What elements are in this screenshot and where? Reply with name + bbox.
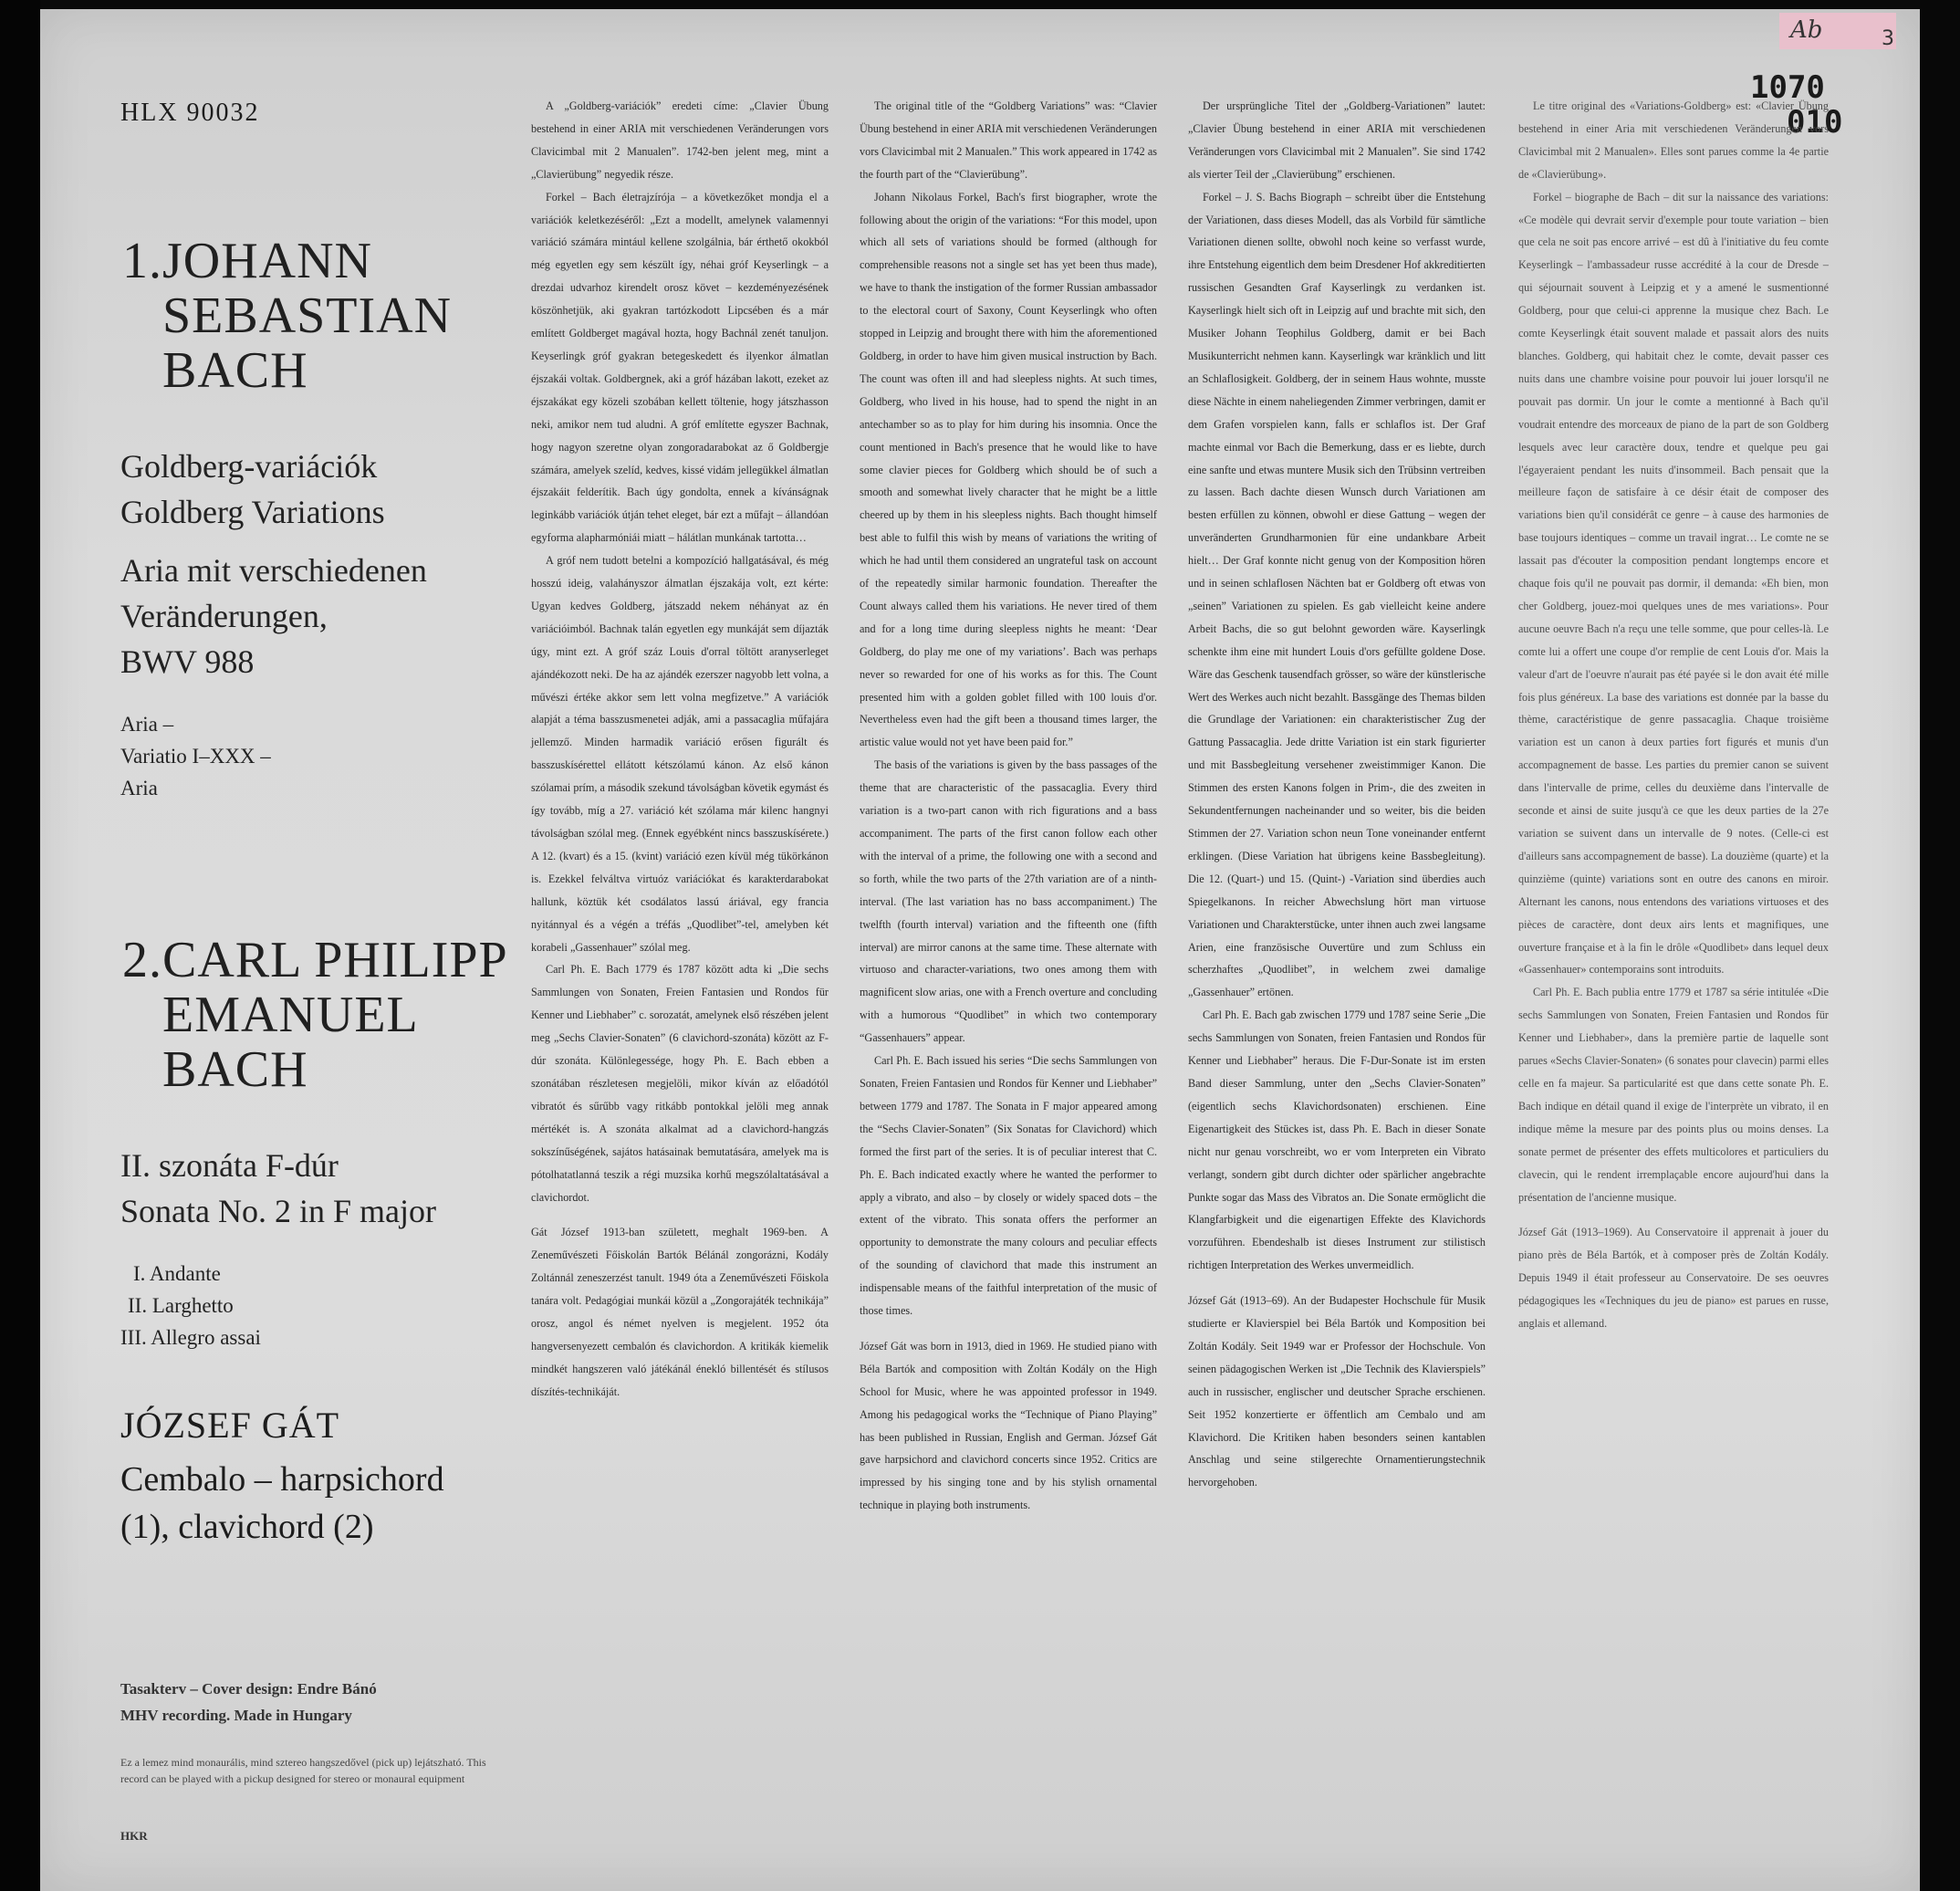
notes-column-hungarian — [531, 95, 829, 1404]
composer-1-line: BACH — [162, 342, 308, 399]
movement-item: II. Larghetto — [128, 1294, 234, 1317]
composer-2-line: CARL PHILIPP — [162, 932, 508, 988]
handwritten-mark: Ab — [1790, 16, 1823, 44]
work-title: Goldberg-variációk — [120, 448, 378, 485]
label-logo: HKR — [120, 1829, 148, 1843]
composer-2-line: EMANUEL — [162, 987, 419, 1043]
paragraph: Carl Ph. E. Bach publia entre 1779 et 1787 sa série intitulée «Die sechs Sammlungen von Sonaten, Freien Fantasien und Rondos für Kenner und Liebhaber», dans la première partie de laquelle sont parues «Sechs Clavier-Sonaten» (6 sonates pour clavecin) parmi elles celle en fa majeur. Sa particularité est que dans cette sonate Ph. E. Bach indique en détail quand il exige de l'interprète un vibrato, il en indique même la mesure par des points plus ou moins denses. La sonate permet de présenter des effets multicolores et particuliers du clavecin, qui le rendent irremplaçable encore aujourd'hui dans la présentation de l'ancienne musique. — [1518, 986, 1829, 1204]
paragraph: Carl Ph. E. Bach 1779 és 1787 között adta ki „Die sechs Sammlungen von Sonaten, Freien Fantasien und Rondos für Kenner und Liebhaber” c. sorozatát, amelynek első részében jelent meg „Sechs Clavier-Sonaten” (6 clavichord-szonáta) között az F-dúr szonáta. Különlegessége, hogy Ph. E. Bach ebben a szonátában részletesen megjelöli, mikor kíván az előadótól vibratót és sűrűbb vagy ritkább pontokkal jelöli meg annak mértékét is. A szonáta alkalmat ad a clavichord-hangzás sokszínűségének, sajátos hatásainak bemutatására, amelyek ma is pótolhatatlanná teszik a régi muzsika korhű megszólaltatásával a clavichordot. — [531, 963, 829, 1204]
composer-2-line: BACH — [162, 1041, 308, 1098]
notes-column-english — [860, 95, 1157, 1517]
credits — [120, 1676, 377, 1729]
notes-column-german — [1188, 95, 1486, 1494]
paragraph: Forkel – biographe de Bach – dit sur la naissance des variations: «Ce modèle qui devrait servir d'exemple pour toute variation – bien que cela ne soit pas encore arrivé – est dû à l'initiative du feu comte Keyserlingk – l'ambassadeur russe accrédité à la cour de Dresde – qui séjournait souvent à Leipzig et y a amené le susmentionné Goldberg, pour que celui-ci apprenne la musique chez Bach. Le comte Keyserlingk était souvent malade et passait alors des nuits blanches. Goldberg, qui habitait chez le comte, devait passer ces nuits dans une chambre voisine pour pouvoir lui jouer lorsqu'il ne pouvait pas dormir. Un jour le comte a mentionné à Bach qu'il voudrait entendre des morceaux de piano de la part de son Goldberg lesquels avec leur caractère doux, tendre et quelque peu gai l'égayeraient pendant les nuits d'insommeil. Bach pensait que la meilleure façon de satisfaire à ce désir était de composer des variations bien qu'il considérât ce genre – à cause des harmonies de base toujours identiques – comme un travail ingrat… Le comte ne se lassait pas d'écouter la composition pendant longtemps encore et chaque fois qu'il ne pouvait pas dormir, il demanda: «Eh bien, mon cher Goldberg, jouez-moi quelques unes de mes variations». Pour aucune oeuvre Bach n'a reçu une telle somme, que pour celles-là. Le comte lui a offert une coupe d'or remplie de cent Louis d'or. Mais la valeur d'art de l'oeuvre n'aurait pas été payée si le don avait été mille fois plus généreux. La base des variations est donnée par la basse du thème, caractéristique de genre passacaglia. Chaque troisième variation est un canon à deux parties fort figurés et munis d'un accompagnement de basse. Les parties du premier canon se suivent dans l'intervalle de prime, celles du deuxième dans l'intervalle de seconde et ainsi de suite jusqu'à ce que les deux parties de la 27e variation se suivent dans un intervalle de 9 notes. (Celle-ci est d'ailleurs sans accompagnement de basse). La douzième (quarte) et la quinzième (quinte) variations sont en outre des canons en miroir. Alternant les canons, nous entendons des variations virtuoses et des pièces de caractère, dont deux airs lents et magnifiques, une ouverture française et à la fin le drôle «Quodlibet» dans lequel deux «Gassenhauer» contemporains sont introduits. — [1518, 190, 1829, 977]
paragraph: József Gát was born in 1913, died in 1969. He studied piano with Béla Bartók and composition with Zoltán Kodály on the High School for Music, where he was appointed professor in 1949. Among his pedagogical works the “Technique of Piano Playing” has been published in Russian, English and German. József Gát gave harpsichord and clavichord concerts since 1952. Critics are impressed by his singing tone and by his stylish ornamental technique in playing both instruments. — [860, 1339, 1157, 1512]
instrument-line: (1), clavichord (2) — [120, 1508, 374, 1546]
movement-item: Aria — [120, 777, 158, 799]
handwritten-number: 3 — [1882, 27, 1894, 50]
paragraph: Der ursprüngliche Titel der „Goldberg-Variationen” lautet: „Clavier Übung bestehend in einer ARIA mit verschiedenen Veränderungen vors Clavicimbal mit 2 Manualen”. Sie sind 1742 als vierter Teil der „Clavierübung” erschienen. — [1188, 99, 1486, 181]
paragraph: Forkel – Bach életrajzírója – a következőket mondja el a variációk keletkezéséről: „Ezt a modellt, amelynek valamennyi variáció számára mintául kellene szolgálnia, bár érthető okokból még egyetlen egy sem készült így, néhai gróf Keyserlingk – a drezdai udvarhoz kirendelt orosz követ – kezdeményezésének köszönhetjük, aki gyakran tartózkodott Lipcsében és a már említett Goldberget magával hozta, hogy Bachnál zenét tanuljon. Keyserlingk gróf gyakran betegeskedett és ilyenkor álmatlan éjszakái voltak. Goldbergnek, aki a gróf házában lakott, ezeket az éjszakákat egy közeli szobában kellett töltenie, hogy játszhasson neki, amikor nem tud aludni. A gróf említette egyszer Bachnak, hogy nagyon szeretne olyan zongoradarabokat az ő Goldbergje számára, amelyek szelíd, kedves, kissé vidám jellegükkel álmatlan éjszakáit felderítik. Bach úgy gondolta, ennek a kívánságnak leginkább variációk útján tehet eleget, bár ezt a műfajt – állandóan egyforma alapharmóniái miatt – hálátlan munkának tartotta… — [531, 190, 829, 545]
paragraph: Johann Nikolaus Forkel, Bach's first biographer, wrote the following about the origin of the variations: “For this model, upon which all sets of variations should be formed (although for comprehensible reasons not a single set has yet been thus made), we have to thank the instigation of the former Russian ambassador to the electoral court of Saxony, Count Keyserlingk who often stopped in Leipzig and brought there with him the aforementioned Goldberg, in order to have him given musical instruction by Bach. The count was often ill and had sleepless nights. At such times, Goldberg, who lived in his house, had to spend the night in an antechamber so as to play for him during his insomnia. Once the count mentioned in Bach's presence that he would like to have some clavier pieces for Goldberg which should be of such a smooth and somewhat lively character that he might be a little cheered up by them in his sleepless nights. Bach thought himself best able to fulfil this wish by means of variations the writing of which he had until them considered an ungrateful task on account of the repeatedly similar harmonic foundation. Thereafter the Count always called them his variations. He never tired of them and for a long time during sleepless nights he meant: ‘Dear Goldberg, do play me one of my variations’. Bach was perhaps never so rewarded for one of his works as for this. The Count presented him with a golden goblet filled with 100 louis d'or. Nevertheless even had the gift been a thousand times larger, the artistic value would not yet have been paid for.” — [860, 190, 1157, 749]
catalog-number: HLX 90032 — [120, 99, 260, 127]
scan-edge-right — [1920, 0, 1960, 1891]
work-title: Sonata No. 2 in F major — [120, 1193, 436, 1229]
composer-1-line: JOHANN — [162, 233, 372, 289]
movement-item: I. Andante — [133, 1262, 221, 1285]
notes-column-french — [1518, 95, 1829, 1335]
paragraph: The original title of the “Goldberg Variations” was: “Clavier Übung bestehend in einer ARIA mit verschiedenen Veränderungen vors Clavicimbal mit 2 Manualen.” This work appeared in 1742 as the fourth part of the “Clavierübung”. — [860, 99, 1157, 181]
cover-design-credit: Tasakterv – Cover design: Endre Bánó — [120, 1680, 377, 1698]
paragraph: Gát József 1913-ban született, meghalt 1969-ben. A Zeneművészeti Főiskolán Bartók Bélánál zongorázni, Kodály Zoltánnál zeneszerzést tanult. 1949 óta a Zeneművészeti Főiskola tanára volt. Pedagógiai munkái közül a „Zongorajáték technikája” orosz, angol és német nyelven is megjelent. 1952 óta hangversenyezett cembalón és clavichordon. A kritikák kiemelik mindkét hangszeren való játékánál énekló billentését és stílusos díszítés-technikáját. — [531, 1226, 829, 1398]
paragraph: József Gát (1913–69). An der Budapester Hochschule für Musik studierte er Klavierspiel bei Béla Bartók und Komposition bei Zoltán Kodály. Seit 1949 war er Professor der Hochschule. Von seinen pädagogischen Werken ist „Die Technik des Klavierspiels” auch in russischer, englischer und deutscher Sprache erschienen. Seit 1952 konzertierte er öffentlich am Cembalo und am Klavichord. Die Kritiken haben besonders seinen kantablen Anschlag und seine stilgerechte Ornamentierungstechnik hervorgehoben. — [1188, 1294, 1486, 1489]
composer-1-line: SEBASTIAN — [162, 287, 453, 344]
scan-edge-left — [0, 0, 40, 1891]
composer-1 — [122, 234, 452, 398]
paragraph: A gróf nem tudott betelni a kompozíció hallgatásával, és még hosszú ideig, valahányszor álmatlan éjszakája volt, ezt kérte: Ugyan kedves Goldberg, játszadd nekem néhányat az én variációimból. Bachnak talán egyetlen egy munkáját sem díjazták úgy, mint ezt. A gróf száz Louis d'orral töltött aranyserleget ajándékozott neki. De ha az ajándék ezerszer nagyobb lett volna, a művészi értéke akkor sem lett volna megfizetve.” A variációk alapját a téma basszusmenetei adják, ami a passacaglia műfajára jellemző. Minden harmadik variáció erősen figurált és basszuskísérettel ellátott kétszólamú kánon. Az első kánon szólamai prím, a második szekund távolságban követik egymást és így tovább, míg a 27. variáció két szólama már kilenc hangnyi távolságban szólal meg. (Ennek egyébként nincs basszuskísérete.) A 12. (kvart) és a 15. (kvint) variáció ezen kívül még tükörkánon is. Ezekkel felváltva virtuóz variációkat és karakterdarabokat hallunk, köztük két csodálatos lassú áriával, egy francia nyitánnyal és a végén a tréfás „Quodlibet”-tel, amelyben két korabeli „Gassenhauer” szólal meg. — [531, 554, 829, 954]
composer-2 — [122, 933, 508, 1097]
instrument-line: Cembalo – harpsichord — [120, 1460, 444, 1499]
performer-name: JÓZSEF GÁT — [120, 1405, 340, 1446]
composer-1-number: 1. — [122, 233, 162, 289]
paragraph: Carl Ph. E. Bach gab zwischen 1779 und 1787 seine Serie „Die sechs Sammlungen von Sonaten, freien Fantasien und Rondos für Kenner und Liebhaber” heraus. Die F-Dur-Sonate ist im ersten Band dieser Sammlung, unter den „Sechs Clavier-Sonaten” (eigentlich sechs Klavichordsonaten) erschienen. Eine Eigenartigkeit des Stückes ist, dass Ph. E. Bach in dieser Sonate nicht nur genau vorschreibt, wo er vom Interpreten ein Vibrato verlangt, sondern gibt durch dichter oder spärlicher angebrachte Punkte sogar das Mass des Vibratos an. Die Sonate ermöglicht die Klangfarbigkeit und die eigenartigen Effekte des Klavichords vorzuführen. Ebendeshalb ist dieses Instrument zur stilistisch richtigen Interpretation des Werkes unvermeidlich. — [1188, 1008, 1486, 1272]
movement-item: Aria – — [120, 713, 174, 736]
movement-item: III. Allegro assai — [120, 1326, 261, 1349]
playback-compatibility-note: Ez a lemez mind monaurális, mind sztereo hangszedővel (pick up) lejátszható. This record can be played with a pickup designed for stereo or monaural equipment — [120, 1756, 486, 1785]
movement-item: Variatio I–XXX – — [120, 745, 271, 768]
recording-credit: MHV recording. Made in Hungary — [120, 1707, 352, 1724]
work-1-movements — [120, 708, 271, 804]
composer-2-number: 2. — [122, 932, 162, 988]
stamp-number-top: 1070 — [1750, 69, 1825, 106]
work-subtitle-line: Veränderungen, — [120, 598, 328, 634]
paragraph: A „Goldberg-variációk” eredeti címe: „Clavier Übung bestehend in einer ARIA mit verschiedenen Veränderungen vors Clavicimbal mit 2 Manualen”. 1742-ben jelent meg, mint a „Clavierübung” negyedik része. — [531, 99, 829, 181]
paragraph: The basis of the variations is given by the bass passages of the theme that are characteristic of the passacaglia. Every third variation is a two-part canon with rich figurations and a bass accompaniment. The parts of the first canon follow each other with the interval of a prime, the following one with a second and so forth, while the two parts of the 27th variation are of a ninth-interval. (The last variation has no bass accompaniment.) The twelfth (fourth interval) variation and the fifteenth one (fifth interval) are mirror canons at the same time. These alternate with virtuoso and character-variations, two ones among them with magnificent slow arias, one with a French overture and concluding with a humorous “Quodlibet” in which two contemporary “Gassenhauers” appear. — [860, 758, 1157, 1045]
paragraph: József Gát (1913–1969). Au Conservatoire il apprenait à jouer du piano près de Béla Bartók, et à composer près de Zoltán Kodály. Depuis 1949 il était professeur au Conservatoire. De ses oeuvres pédagogiques les «Techniques du jeu de piano» est parues en russe, anglais et allemand. — [1518, 1226, 1829, 1331]
work-subtitle-line: BWV 988 — [120, 643, 255, 680]
work-1-titles — [120, 444, 385, 535]
work-2-movements — [120, 1258, 261, 1353]
paragraph: Carl Ph. E. Bach issued his series “Die sechs Sammlungen von Sonaten, Freien Fantasien und Rondos für Kenner und Liebhaber” between 1779 and 1787. The Sonata in F major appeared among the “Sechs Clavier-Sonaten” (Six Sonatas for Clavichord) which formed the first part of the series. It is of peculiar interest that C. Ph. E. Bach indicated exactly where he wanted the performer to apply a vibrato, and also – by closely or widely spaced dots – the extent of the vibrato. This sonata offers the performer an opportunity to demonstrate the many colours and peculiar effects of the sounding of clavichord that made this instrument an indispensable means of the faithful interpretation of the music of those times. — [860, 1054, 1157, 1318]
work-title: Goldberg Variations — [120, 494, 385, 530]
paragraph: Forkel – J. S. Bachs Biograph – schreibt über die Entstehung der Variationen, dass dieses Modell, das als Vorbild für sämtliche Variationen dienen sollte, obwohl noch keine so verfasst wurde, ihre Entstehung eigentlich dem beim Dresdener Hof akkreditierten russischen Gesandten Graf Kayserlingk zu verdanken ist. Kayserlingk hielt sich oft in Leipzig auf und brachte mit sich, den Musiker Johann Teophilus Goldberg, damit er bei Bach Musikunterricht nehmen kann. Kayserlingk war kränklich und litt an Schlaflosigkeit. Goldberg, der in seinem Haus wohnte, musste diese Nächte in einem naheliegenden Zimmer verbringen, damit er dem Grafen vorspielen kann, falls er schlaflos ist. Der Graf machte einmal vor Bach die Bemerkung, dass er es liebte, durch eine sanfte und etwas muntere Musik sich den Trübsinn vertreiben zu lassen. Bach dachte diesen Wunsch durch Variationen am besten erfüllen zu können, obwohl er diese Gattung – wegen der unveränderten Grundharmonien für eine undankbare Arbeit hielt… Der Graf konnte nicht genug von der Komposition hören und in seinen schlaflosen Nächten bat er Goldberg oft etwas von „seinen” Variationen zu spielen. Es gab vielleicht keine andere Arbeit Bachs, die so gut belohnt geworden wäre. Kayserlingk schenkte ihm eine mit hundert Louis d'ors gefüllte goldene Dose. Wäre das Geschenk tausendfach grösser, so wäre der künstlerische Wert des Werkes auch nicht bezahlt. Bassgänge des Themas bilden die Grundlage der Variationen: ein charakteristischer Zug der Gattung Passacaglia. Jede dritte Variation ist ein stark figurierter und mit Bassbegleitung versehener zweistimmiger Kanon. Die Stimmen des ersten Kanons folgen in Prim-, die des zweiten in Sekundentfernungen nacheinander und so weiter, bis die beiden Stimmen der 27. Variation schon neun Tone voneinander entfernt erklingen. (Diese Variation hat übrigens keine Bassbegleitung). Die 12. (Quart-) und 15. (Quint-) -Variation sind überdies auch Spiegelkanons. In reicher Abwechslung hört man virtuose Variationen und Charakterstücke, unter ihnen auch zwei langsame Arien, eine französische Ouvertüre und zum Schluss ein scherzhaftes „Quodlibet”, in welchem zwei damalige „Gassenhauer” ertönen. — [1188, 190, 1486, 999]
work-title: II. szonáta F-dúr — [120, 1147, 339, 1184]
paragraph: Le titre original des «Variations-Goldberg» est: «Clavier Übung bestehend in einer Aria mit verschiedenen Veränderungen vors Clavicimbal mit 2 Manualen». Elles sont parues comme la 4e partie de «Clavierübung». — [1518, 99, 1829, 181]
work-2-titles — [120, 1143, 436, 1234]
stamp-number-bottom: 010 — [1787, 104, 1843, 141]
work-1-subtitle — [120, 548, 427, 684]
performer-instrument — [120, 1456, 444, 1551]
work-subtitle-line: Aria mit verschiedenen — [120, 552, 427, 589]
